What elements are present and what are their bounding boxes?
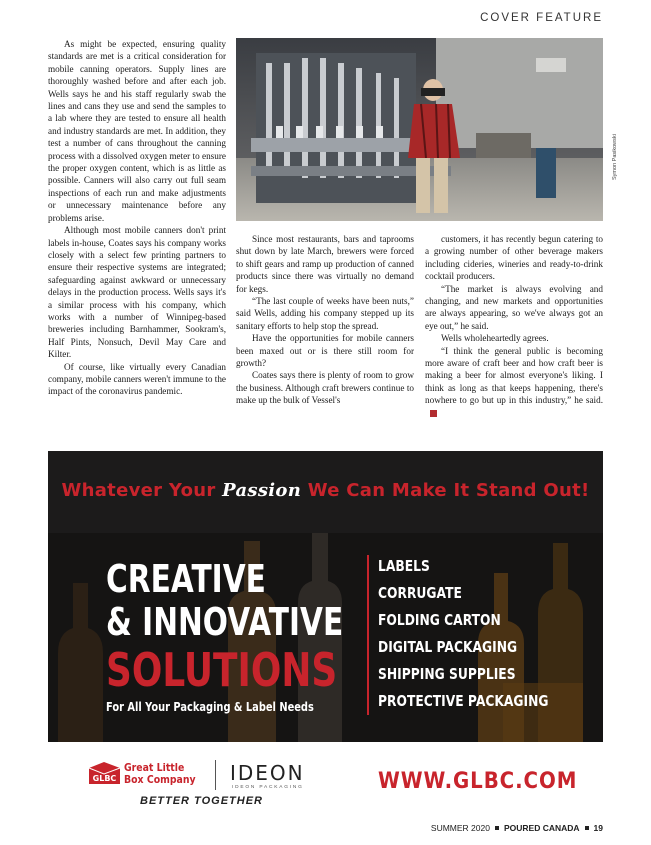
article-paragraph: As might be expected, ensuring quality standards are met is a critical consideration for mobile canning operators. Supply lines are thoroughly washed before and after each job. Wells says he and his staff regularly swab the lines and cans they use and send the samples to a lab where they are tested to ensure all health and industry standards are met. In addition, they test a number of cans throughout the canning process with a dissolved oxygen meter to ensure the proper oxygen content, which is as little as possible. Canners will also carry out full seam inspections of each run and make adjustments or unnecessary maintenance before any problems arise. (48, 39, 226, 223)
footer-issue: SUMMER 2020 (430, 823, 490, 833)
page-number: 19 (593, 823, 603, 833)
ad-divider (367, 555, 369, 715)
article-paragraph: customers, it has recently begun catering to a growing number of other beverage makers including cideries, wineries and ready-to-drink cocktail producers. (425, 234, 603, 282)
article-paragraph: “The last couple of weeks have been nuts,” said Wells, adding his company stepped up its sanitary efforts to help stop the spread. (236, 296, 414, 331)
ad-headline-2: & INNOVATIVE (106, 600, 344, 644)
service-item-digital-packaging: DIGITAL PACKAGING (378, 638, 518, 656)
ad-headline-1: CREATIVE (106, 557, 266, 601)
ad-headline-3: SOLUTIONS (106, 643, 338, 697)
glbc-company-line-2: Box Company (124, 772, 196, 786)
footer-separator-icon (585, 826, 589, 830)
article-paragraph: Of course, like virtually every Canadian company, mobile canners weren't immune to the impact of the coronavirus pandemic. (48, 361, 226, 397)
article-paragraph: Although most mobile canners don't print labels in-house, Coates says his company works closely with a select few printing partners to ensure their respective systems are integrated; safeguarding against awkward or unnecessary delays in the production process. Wells says it's a similar process with his company, which works with a number of Winnipeg-based breweries including Barnhammer, Sookram's, Half Pints, Nonsuch, Devil May Care and Kilter. (48, 225, 226, 360)
glbc-company-line-1: Great Little (124, 761, 185, 774)
article-paragraph: Coates says there is plenty of room to grow the business. Although craft brewers continue to make up the bulk of Vessel's (236, 370, 414, 406)
article-paragraph-text: “I think the general public is becoming more aware of craft beer and how craft beer is making a beer for almost everyone's liking. I think as long as that keeps happening, there's nowhere to go but up in this industry,” he said. (425, 345, 603, 406)
service-item-corrugate: CORRUGATE (378, 584, 462, 602)
article-column-1 (48, 38, 226, 398)
ad-tagline-start: Whatever Your (61, 480, 216, 501)
article-column-3 (425, 233, 603, 419)
section-header: COVER FEATURE (480, 12, 603, 24)
glbc-box-logo-icon (87, 760, 122, 786)
article-paragraph: Wells wholeheartedly agrees. (441, 333, 549, 344)
photo-image (236, 38, 603, 221)
ad-subhead: For All Your Packaging & Label Needs (106, 700, 314, 714)
sponsor-slogan: BETTER TOGETHER (140, 795, 263, 807)
ideon-logo-subtitle: IDEON PACKAGING (232, 785, 304, 790)
ad-tagline-script: Passion (222, 480, 302, 501)
glbc-company-name (124, 762, 196, 785)
article-column-2 (236, 233, 414, 407)
page-footer (431, 823, 603, 833)
service-item-protective-packaging: PROTECTIVE PACKAGING (378, 692, 549, 710)
article-paragraph: Since most restaurants, bars and taprooms shut down by late March, brewers were forced to shift gears and ramp up production of canned products since there was virtually no demand for kegs. (236, 234, 414, 294)
ad-tagline (48, 480, 603, 501)
end-mark-icon (430, 410, 437, 417)
footer-magazine: POURED CANADA (503, 823, 580, 833)
photo-credit: Symon Pasikowski (612, 134, 618, 180)
logo-separator (215, 760, 216, 790)
service-item-labels: LABELS (378, 557, 430, 575)
article-paragraph: “The market is always evolving and changing, and new markets and opportunities are always appearing, so we've always got an eye out,” he said. (425, 283, 603, 331)
article-paragraph: Have the opportunities for mobile canners been maxed out or is there still room for growth? (236, 333, 414, 369)
article-paragraph (425, 345, 603, 419)
sponsor-url-link[interactable]: WWW.GLBC.COM (378, 769, 578, 794)
footer-separator-icon (495, 826, 499, 830)
glbc-logo-letters: GLBC (92, 774, 117, 783)
canning-line-photo (236, 38, 603, 221)
service-item-shipping-supplies: SHIPPING SUPPLIES (378, 665, 516, 683)
ad-tagline-end: We Can Make It Stand Out! (307, 480, 590, 501)
ideon-logo: IDEON (230, 761, 305, 785)
service-item-folding-carton: FOLDING CARTON (378, 611, 501, 629)
advertisement[interactable] (48, 451, 603, 742)
